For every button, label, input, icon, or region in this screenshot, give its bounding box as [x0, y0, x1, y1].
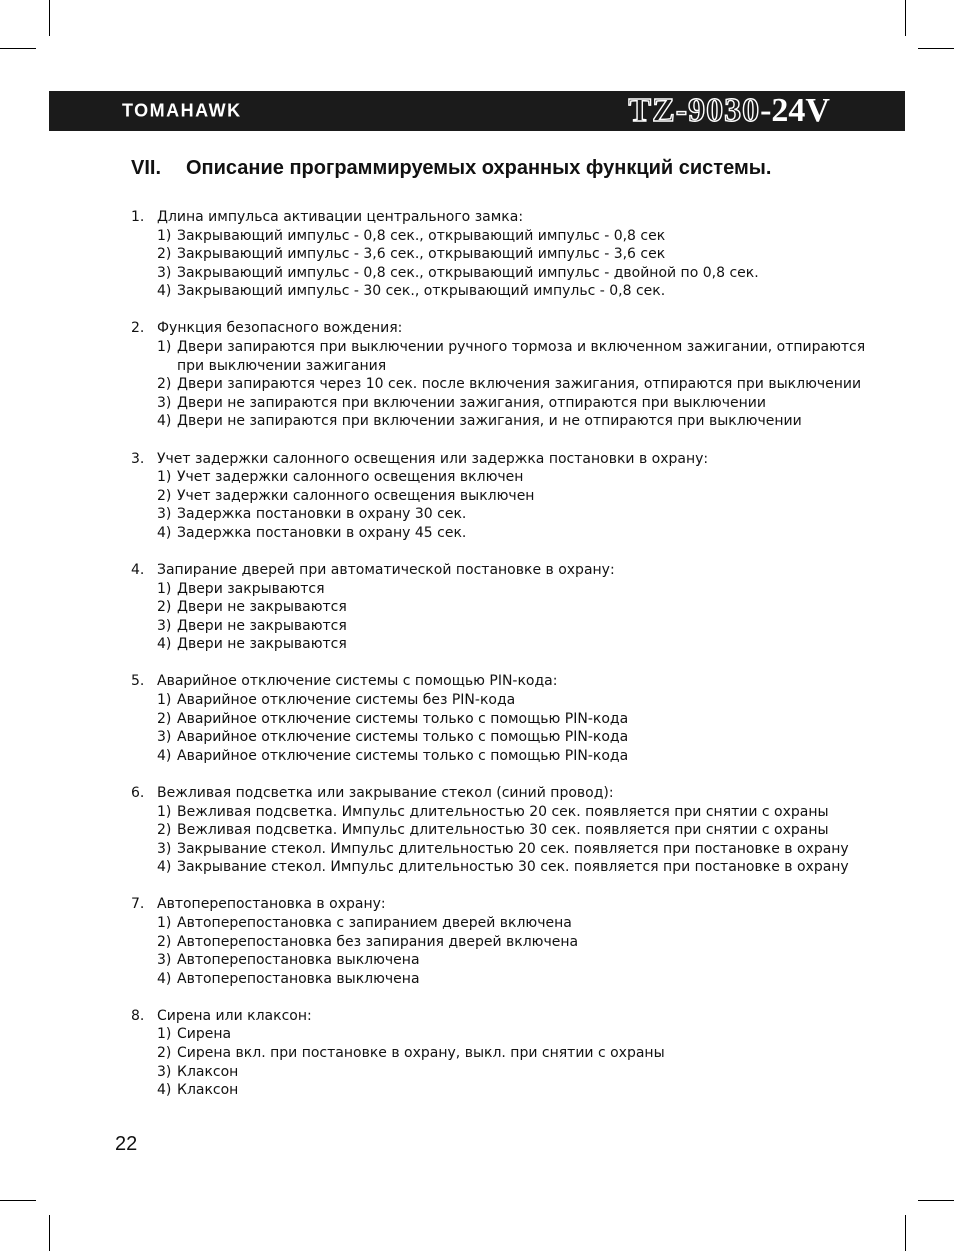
crop-mark	[0, 1200, 36, 1201]
option-text: Учет задержки салонного освещения включен	[177, 469, 524, 486]
function-title-line	[131, 319, 831, 338]
option-item	[131, 375, 862, 394]
section-title: Описание программируемых охранных функций системы.	[186, 157, 772, 179]
option-number: 1)	[157, 469, 172, 486]
option-item	[131, 691, 831, 710]
option-text: Закрывание стекол. Импульс длительностью 20 сек. появляется при постановке в охрану	[177, 840, 849, 857]
option-text: Двери не запираются при включении зажигания, и не отпираются при выключении	[177, 413, 802, 430]
option-number: 3)	[157, 840, 172, 857]
function-block	[131, 895, 831, 988]
option-item	[131, 487, 831, 506]
option-item	[131, 710, 831, 729]
option-text: Двери закрываются	[177, 580, 325, 597]
option-text: Автоперепостановка выключена	[177, 952, 420, 969]
function-block	[131, 450, 831, 543]
function-number: 2.	[131, 320, 145, 337]
option-item	[131, 524, 831, 543]
function-title-line	[131, 450, 831, 469]
option-text: Аварийное отключение системы только с помощью PIN-кода	[177, 747, 629, 764]
option-number: 3)	[157, 506, 172, 523]
option-number: 4)	[157, 1082, 172, 1099]
function-title-line	[131, 208, 831, 227]
option-number: 4)	[157, 636, 172, 653]
option-number: 3)	[157, 617, 172, 634]
option-item	[131, 914, 831, 933]
option-text: Вежливая подсветка. Импульс длительностью 30 сек. появляется при снятии с охраны	[177, 822, 829, 839]
model-title	[628, 92, 830, 130]
model-name: TZ-9030	[628, 92, 761, 129]
option-text: Закрывающий импульс - 3,6 сек., открывающий импульс - 3,6 сек	[177, 246, 666, 263]
option-item	[131, 747, 831, 766]
option-text: Сирена вкл. при постановке в охрану, выкл. при снятии с охраны	[177, 1045, 665, 1062]
option-item	[131, 635, 831, 654]
function-list	[131, 208, 866, 1118]
option-text: Закрывающий импульс - 30 сек., открывающий импульс - 0,8 сек.	[177, 283, 666, 300]
option-item	[131, 1063, 831, 1082]
function-block	[131, 1007, 831, 1100]
option-number: 4)	[157, 970, 172, 987]
section-heading	[131, 157, 771, 180]
function-number: 6.	[131, 784, 145, 801]
option-text: Аварийное отключение системы только с помощью PIN-кода	[177, 710, 629, 727]
option-text: Учет задержки салонного освещения выключен	[177, 487, 535, 504]
crop-mark	[0, 48, 36, 49]
option-item	[131, 970, 831, 989]
option-item	[131, 617, 831, 636]
option-text: Двери не закрываются	[177, 599, 347, 616]
function-title: Аварийное отключение системы с помощью PIN-кода:	[157, 673, 558, 690]
option-item	[131, 412, 831, 431]
function-title: Запирание дверей при автоматической постановке в охрану:	[157, 562, 615, 578]
page-number: 22	[115, 1133, 138, 1155]
option-number: 2)	[157, 710, 172, 727]
option-text: Двери не закрываются	[177, 617, 347, 634]
function-title-line	[131, 672, 831, 691]
function-title: Автоперепостановка в охрану:	[157, 896, 386, 913]
option-item	[131, 580, 831, 599]
function-number: 3.	[131, 450, 145, 467]
function-title-line	[131, 784, 831, 803]
option-number: 2)	[157, 599, 172, 616]
option-number: 3)	[157, 1063, 172, 1080]
crop-mark	[49, 1215, 50, 1251]
option-item	[131, 227, 831, 246]
function-title: Учет задержки салонного освещения или задержка постановки в охрану:	[157, 450, 709, 467]
option-number: 3)	[157, 264, 172, 281]
option-text: Задержка постановки в охрану 45 сек.	[177, 524, 467, 541]
function-title: Сирена или клаксон:	[157, 1007, 312, 1024]
option-number: 4)	[157, 524, 172, 541]
function-title: Длина импульса активации центрального замка:	[157, 209, 524, 225]
option-item	[131, 282, 831, 301]
option-number: 2)	[157, 933, 172, 950]
option-number: 4)	[157, 747, 172, 764]
option-item	[131, 245, 831, 264]
option-number: 1)	[157, 339, 172, 356]
function-block	[131, 784, 849, 877]
option-text: Аварийное отключение системы только с помощью PIN-кода	[177, 729, 629, 746]
option-item	[131, 1081, 831, 1100]
option-item	[131, 264, 831, 283]
function-number: 7.	[131, 896, 145, 913]
option-text-continuation: при выключении зажигания	[177, 357, 387, 374]
function-number: 1.	[131, 209, 145, 225]
crop-mark	[905, 0, 906, 36]
option-text: Двери не запираются при включении зажигания, отпираются при выключении	[177, 394, 766, 411]
option-number: 1)	[157, 580, 172, 597]
model-suffix: -24V	[760, 92, 830, 129]
option-number: 4)	[157, 859, 172, 876]
option-text: Задержка постановки в охрану 30 сек.	[177, 506, 467, 523]
option-item	[131, 933, 831, 952]
crop-mark	[49, 0, 50, 36]
function-title: Функция безопасного вождения:	[157, 320, 403, 337]
option-text: Автоперепостановка без запирания дверей включена	[177, 933, 579, 950]
option-number: 3)	[157, 952, 172, 969]
option-text: Вежливая подсветка. Импульс длительностью 20 сек. появляется при снятии с охраны	[177, 803, 829, 820]
option-item	[131, 1044, 831, 1063]
function-block	[131, 561, 831, 654]
option-item	[131, 505, 831, 524]
function-number: 5.	[131, 673, 145, 690]
header-bar	[49, 91, 905, 131]
option-text: Закрывающий импульс - 0,8 сек., открывающий импульс - 0,8 сек	[177, 227, 666, 244]
option-number: 4)	[157, 283, 172, 300]
crop-mark	[918, 1200, 954, 1201]
option-number: 2)	[157, 246, 172, 263]
option-item	[131, 840, 849, 859]
option-number: 1)	[157, 1026, 172, 1043]
function-title-line	[131, 1007, 831, 1026]
option-number: 2)	[157, 376, 172, 393]
option-item	[131, 468, 831, 487]
section-number: VII.	[131, 157, 162, 179]
function-block	[131, 672, 831, 765]
option-text: Двери не закрываются	[177, 636, 347, 653]
option-text: Сирена	[177, 1026, 232, 1043]
option-text: Закрывающий импульс - 0,8 сек., открывающий импульс - двойной по 0,8 сек.	[177, 264, 759, 281]
option-number: 1)	[157, 227, 172, 244]
crop-mark	[918, 48, 954, 49]
option-item	[131, 821, 831, 840]
option-number: 1)	[157, 692, 172, 709]
option-number: 3)	[157, 729, 172, 746]
option-text: Клаксон	[177, 1082, 239, 1099]
option-item	[131, 1025, 831, 1044]
option-item	[131, 338, 866, 357]
option-text: Двери запираются при выключении ручного тормоза и включенном зажигании, отпираются	[177, 339, 866, 356]
option-item	[131, 394, 831, 413]
function-title-line	[131, 561, 831, 580]
option-item	[131, 728, 831, 747]
option-item	[131, 598, 831, 617]
option-text: Закрывание стекол. Импульс длительностью 30 сек. появляется при постановке в охрану	[177, 859, 849, 876]
function-title: Вежливая подсветка или закрывание стекол (синий провод):	[157, 784, 614, 801]
option-text: Автоперепостановка с запиранием дверей включена	[177, 915, 572, 931]
function-title-line	[131, 895, 831, 914]
option-text: Аварийное отключение системы без PIN-кода	[177, 692, 516, 709]
option-text: Клаксон	[177, 1063, 239, 1080]
function-number: 4.	[131, 562, 145, 578]
crop-mark	[905, 1215, 906, 1251]
option-number: 2)	[157, 487, 172, 504]
brand-logo: TOMAHAWK	[122, 100, 242, 121]
function-number: 8.	[131, 1007, 145, 1024]
option-number: 2)	[157, 822, 172, 839]
option-item	[131, 858, 849, 877]
option-item	[131, 803, 831, 822]
function-block	[131, 208, 831, 301]
option-text: Двери запираются через 10 сек. после включения зажигания, отпираются при выключении	[177, 376, 862, 393]
function-block	[131, 319, 866, 431]
option-number: 2)	[157, 1045, 172, 1062]
option-number: 1)	[157, 915, 172, 931]
option-item	[131, 951, 831, 970]
option-number: 4)	[157, 413, 172, 430]
option-number: 1)	[157, 803, 172, 820]
option-text: Автоперепостановка выключена	[177, 970, 420, 987]
option-number: 3)	[157, 394, 172, 411]
